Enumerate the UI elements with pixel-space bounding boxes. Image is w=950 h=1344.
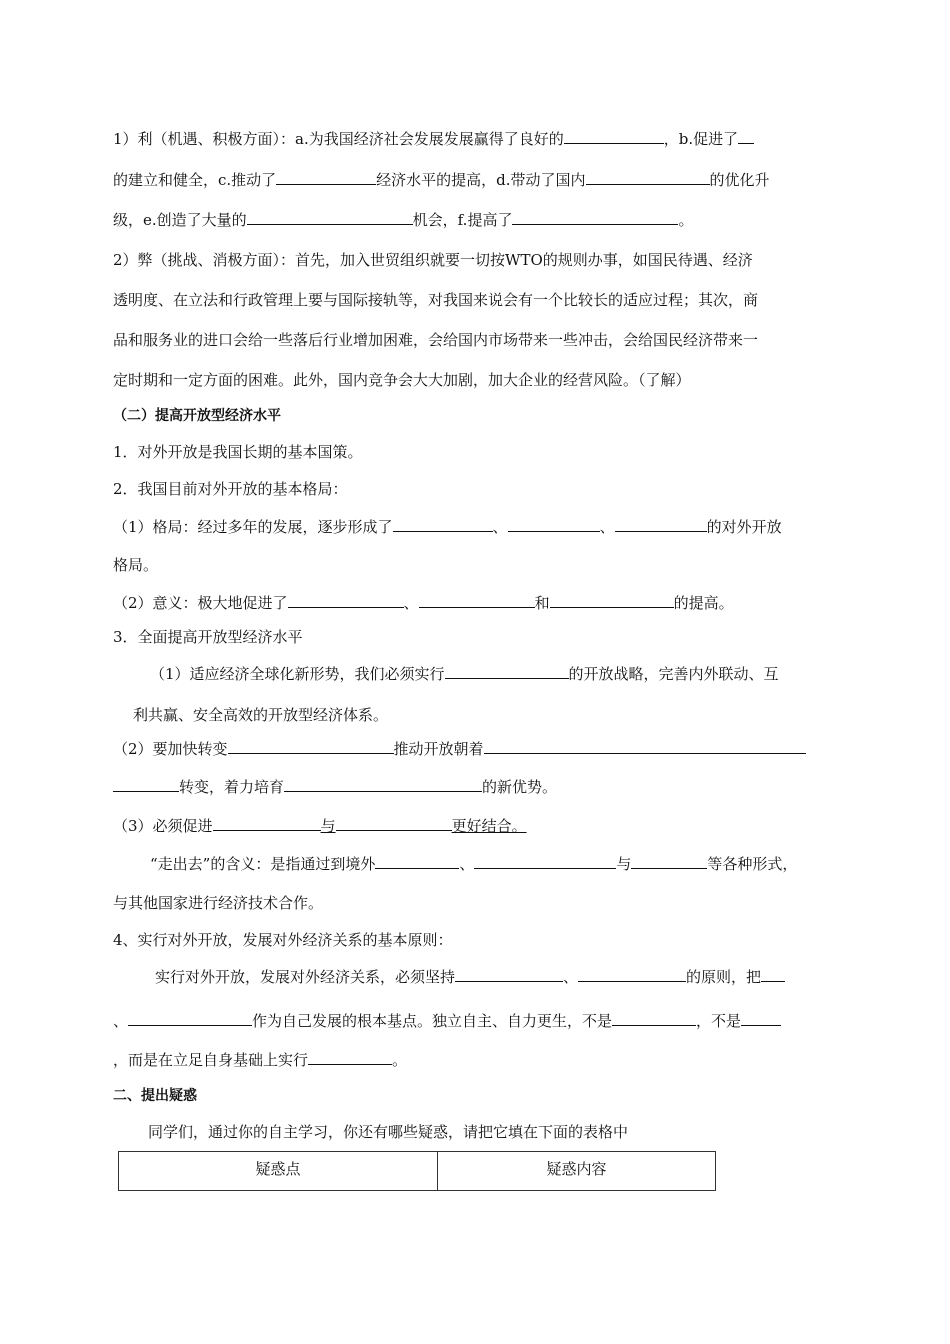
item-4c: [113, 1049, 407, 1070]
text: 。: [392, 1051, 408, 1069]
text: 的新优势。: [482, 778, 558, 796]
blank[interactable]: [455, 966, 563, 982]
text: 等各种形式，: [707, 855, 798, 873]
question-table: [118, 1151, 716, 1191]
text: ，不是: [696, 1012, 742, 1030]
drawback-line-4: 定时期和一定方面的困难。此外，国内竞争会大大加剧，加大企业的经营风险。（了解）: [113, 371, 691, 389]
text: 的提高。: [673, 594, 734, 612]
text: ，b.促进了: [663, 130, 739, 148]
text: 。: [678, 211, 694, 229]
blank[interactable]: [578, 966, 686, 982]
blank[interactable]: [586, 169, 710, 185]
blank[interactable]: [213, 815, 321, 831]
item-2a-cont: 格局。: [113, 556, 159, 574]
item-2b: [113, 592, 734, 613]
intro-text: 同学们，通过你的自主学习，你还有哪些疑惑，请把它填在下面的表格中: [148, 1123, 629, 1141]
item-3a-cont: 利共赢、安全高效的开放型经济体系。: [133, 706, 389, 724]
text: “走出去”的含义：是指通过到境外: [150, 855, 376, 873]
text: 、: [563, 968, 579, 986]
text: 作为自己发展的根本基点。独立自主、自力更生，不是: [252, 1012, 613, 1030]
item-1: 1．对外开放是我国长期的基本国策。: [113, 443, 363, 461]
blank[interactable]: [474, 853, 616, 869]
text: 、: [492, 518, 508, 536]
table-header-row: [119, 1152, 716, 1191]
blank[interactable]: [247, 209, 413, 225]
item-4a: [155, 966, 785, 987]
text: （2）要加快转变: [113, 740, 228, 758]
blank[interactable]: [228, 738, 394, 754]
text: 更好结合。: [451, 817, 527, 835]
blank[interactable]: [741, 1010, 781, 1026]
table-header-cell: 疑惑点: [119, 1152, 438, 1191]
item-3b: [113, 738, 806, 759]
text: 1）利（机遇、积极方面）：a.为我国经济社会发展发展赢得了良好的: [113, 130, 564, 148]
text: 经济水平的提高，d.带动了国内: [376, 171, 586, 189]
blank[interactable]: [508, 516, 600, 532]
blank[interactable]: [393, 516, 493, 532]
text: （3）必须促进: [113, 817, 213, 835]
text: 与: [616, 855, 632, 873]
go-out-cont: 与其他国家进行经济技术合作。: [113, 894, 324, 912]
blank[interactable]: [276, 169, 376, 185]
blank[interactable]: [445, 663, 569, 679]
text: 的对外开放: [706, 518, 782, 536]
benefit-line-2: [113, 169, 770, 190]
section-heading-2: 二、提出疑惑: [113, 1088, 197, 1104]
text: ，而是在立足自身基础上实行: [113, 1051, 309, 1069]
benefit-line-3: [113, 209, 693, 230]
item-3a: [150, 663, 779, 684]
blank[interactable]: [612, 1010, 696, 1026]
blank[interactable]: [738, 128, 754, 144]
blank[interactable]: [615, 516, 707, 532]
item-3: 3．全面提高开放型经济水平: [113, 628, 303, 646]
section-heading: （二）提高开放型经济水平: [113, 408, 281, 424]
text: （1）格局：经过多年的发展，逐步形成了: [113, 518, 393, 536]
text: （2）意义：极大地促进了: [113, 594, 288, 612]
item-2: 2．我国目前对外开放的基本格局：: [113, 480, 348, 498]
text: 、: [113, 1012, 129, 1030]
text: 实行对外开放，发展对外经济关系，必须坚持: [155, 968, 456, 986]
go-out-meaning: [150, 853, 797, 874]
blank[interactable]: [484, 738, 806, 754]
blank[interactable]: [336, 815, 452, 831]
blank[interactable]: [564, 128, 664, 144]
text: 的开放战略，完善内外联动、互: [568, 665, 779, 683]
text: 、: [599, 518, 615, 536]
blank[interactable]: [761, 966, 785, 982]
text: 、: [403, 594, 419, 612]
text: 的建立和健全，c.推动了: [113, 171, 277, 189]
item-4: 4、实行对外开放，发展对外经济关系的基本原则：: [113, 931, 453, 949]
blank[interactable]: [128, 1010, 252, 1026]
text: 、: [459, 855, 475, 873]
text: 的优化升: [709, 171, 770, 189]
blank[interactable]: [113, 776, 179, 792]
text: （1）适应经济全球化新形势，我们必须实行: [150, 665, 445, 683]
item-4b: [113, 1010, 781, 1031]
blank[interactable]: [308, 1049, 392, 1065]
benefit-line-1: [113, 128, 754, 149]
blank[interactable]: [550, 592, 674, 608]
text: 级，e.创造了大量的: [113, 211, 247, 229]
drawback-line-3: 品和服务业的进口会给一些落后行业增加困难，会给国内市场带来一些冲击，会给国民经济带来一: [113, 331, 759, 349]
text: 与: [320, 817, 336, 835]
blank[interactable]: [512, 209, 678, 225]
blank[interactable]: [419, 592, 535, 608]
drawback-line-1: 2）弊（挑战、消极方面）：首先，加入世贸组织就要一切按WTO的规则办事，如国民待遇、经济: [113, 251, 753, 269]
item-3c: [113, 815, 527, 836]
text: 推动开放朝着: [393, 740, 484, 758]
text: 机会，f.提高了: [412, 211, 513, 229]
blank[interactable]: [375, 853, 459, 869]
drawback-line-2: 透明度、在立法和行政管理上要与国际接轨等，对我国来说会有一个比较长的适应过程；其次，商: [113, 291, 759, 309]
blank[interactable]: [288, 592, 404, 608]
text: 的原则，把: [686, 968, 762, 986]
blank[interactable]: [631, 853, 707, 869]
blank[interactable]: [284, 776, 482, 792]
text: 转变，着力培育: [179, 778, 285, 796]
item-3b-cont: [113, 776, 557, 797]
table-header-cell: 疑惑内容: [438, 1152, 716, 1191]
item-2a: [113, 516, 782, 537]
text: 和: [534, 594, 550, 612]
